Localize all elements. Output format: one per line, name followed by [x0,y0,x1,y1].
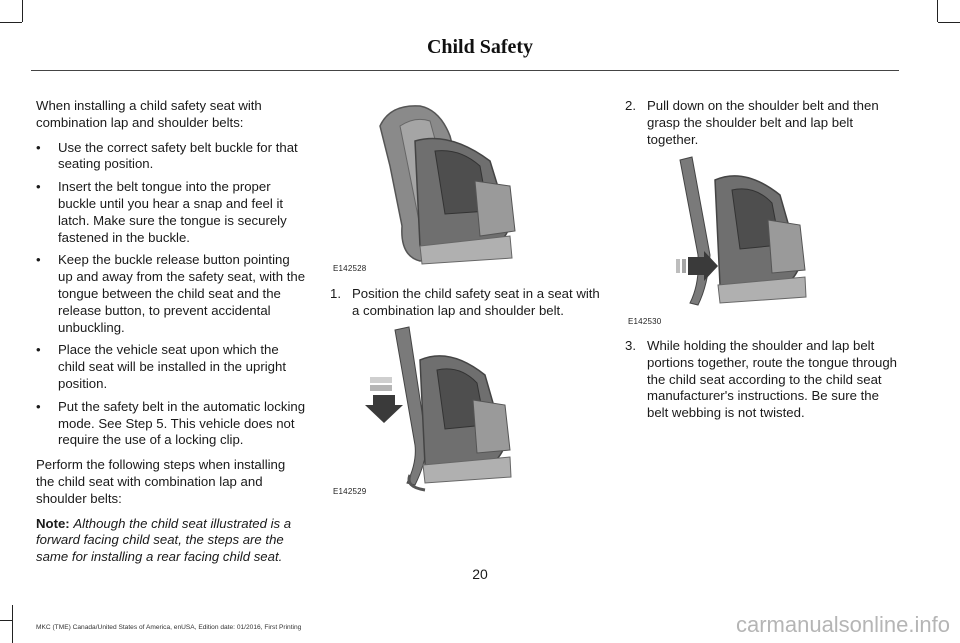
figure-code-3: E142530 [628,317,662,326]
step-3 [625,338,897,422]
intro-paragraph: When installing a child safety seat with combination lap and shoulder belts: [36,98,262,130]
step-1-number: 1. [330,286,341,301]
crop-mark-bottom-left-h [0,620,12,621]
crop-mark-bottom-left-v [12,605,13,643]
middle-column [330,286,610,328]
header-rule [31,70,899,71]
step-1 [330,286,610,320]
bullet-list [36,140,306,450]
edition-footer: MKC (TME) Canada/United States of America, enUSA, Edition date: 01/2016, First Printing [36,624,302,631]
crop-mark-top-left-v [22,0,23,22]
crop-mark-top-right-v [937,0,938,22]
page-number: 20 [472,566,488,582]
watermark: carmanualsonline.info [735,612,950,637]
step-2-number: 2. [625,98,636,113]
crop-mark-top-right-h [938,22,960,23]
bullet-item: • Insert the belt tongue into the proper buckle until you hear a snap and feel it latch. Make sure the tongue is securely fastened in the buckle. [36,179,306,246]
step-2 [625,98,897,148]
left-column [36,98,306,574]
note-label: Note: [36,515,70,531]
step-2-text: Pull down on the shoulder belt and then grasp the shoulder belt and lap belt together. [647,98,879,147]
bullet-item: • Put the safety belt in the automatic locking mode. See Step 5. This vehicle does not require the use of a locking clip. [36,399,306,449]
figure-child-seat-3 [670,155,830,315]
right-column-bottom [625,338,897,430]
bullet-item: • Keep the buckle release button pointing up and away from the safety seat, with the tongue between the child seat and the release button, to prevent accidental unbuckling. [36,252,306,336]
figure-child-seat-1 [360,96,530,266]
note-text: Although the child seat illustrated is a forward facing child seat, the steps are the same for installing a rear facing child seat. [36,515,292,565]
perform-paragraph: Perform the following steps when installing the child seat with combination lap and shoulder belts: [36,457,286,506]
right-column-top [625,98,897,156]
note-paragraph [36,516,306,566]
step-3-number: 3. [625,338,636,353]
figure-code-2: E142529 [333,487,367,496]
crop-mark-top-left-h [0,22,22,23]
bullet-item: • Use the correct safety belt buckle for that seating position. [36,140,306,174]
bullet-item: • Place the vehicle seat upon which the child seat will be installed in the upright position. [36,342,306,392]
figure-child-seat-2 [365,325,535,493]
step-1-text: Position the child safety seat in a seat with a combination lap and shoulder belt. [352,286,600,318]
page-title: Child Safety [426,36,534,58]
step-3-text: While holding the shoulder and lap belt portions together, route the tongue through the child seat according to the child seat manufacturer's instructions. Be sure the belt webbing is not twisted. [647,338,898,421]
figure-code-1: E142528 [333,264,367,273]
